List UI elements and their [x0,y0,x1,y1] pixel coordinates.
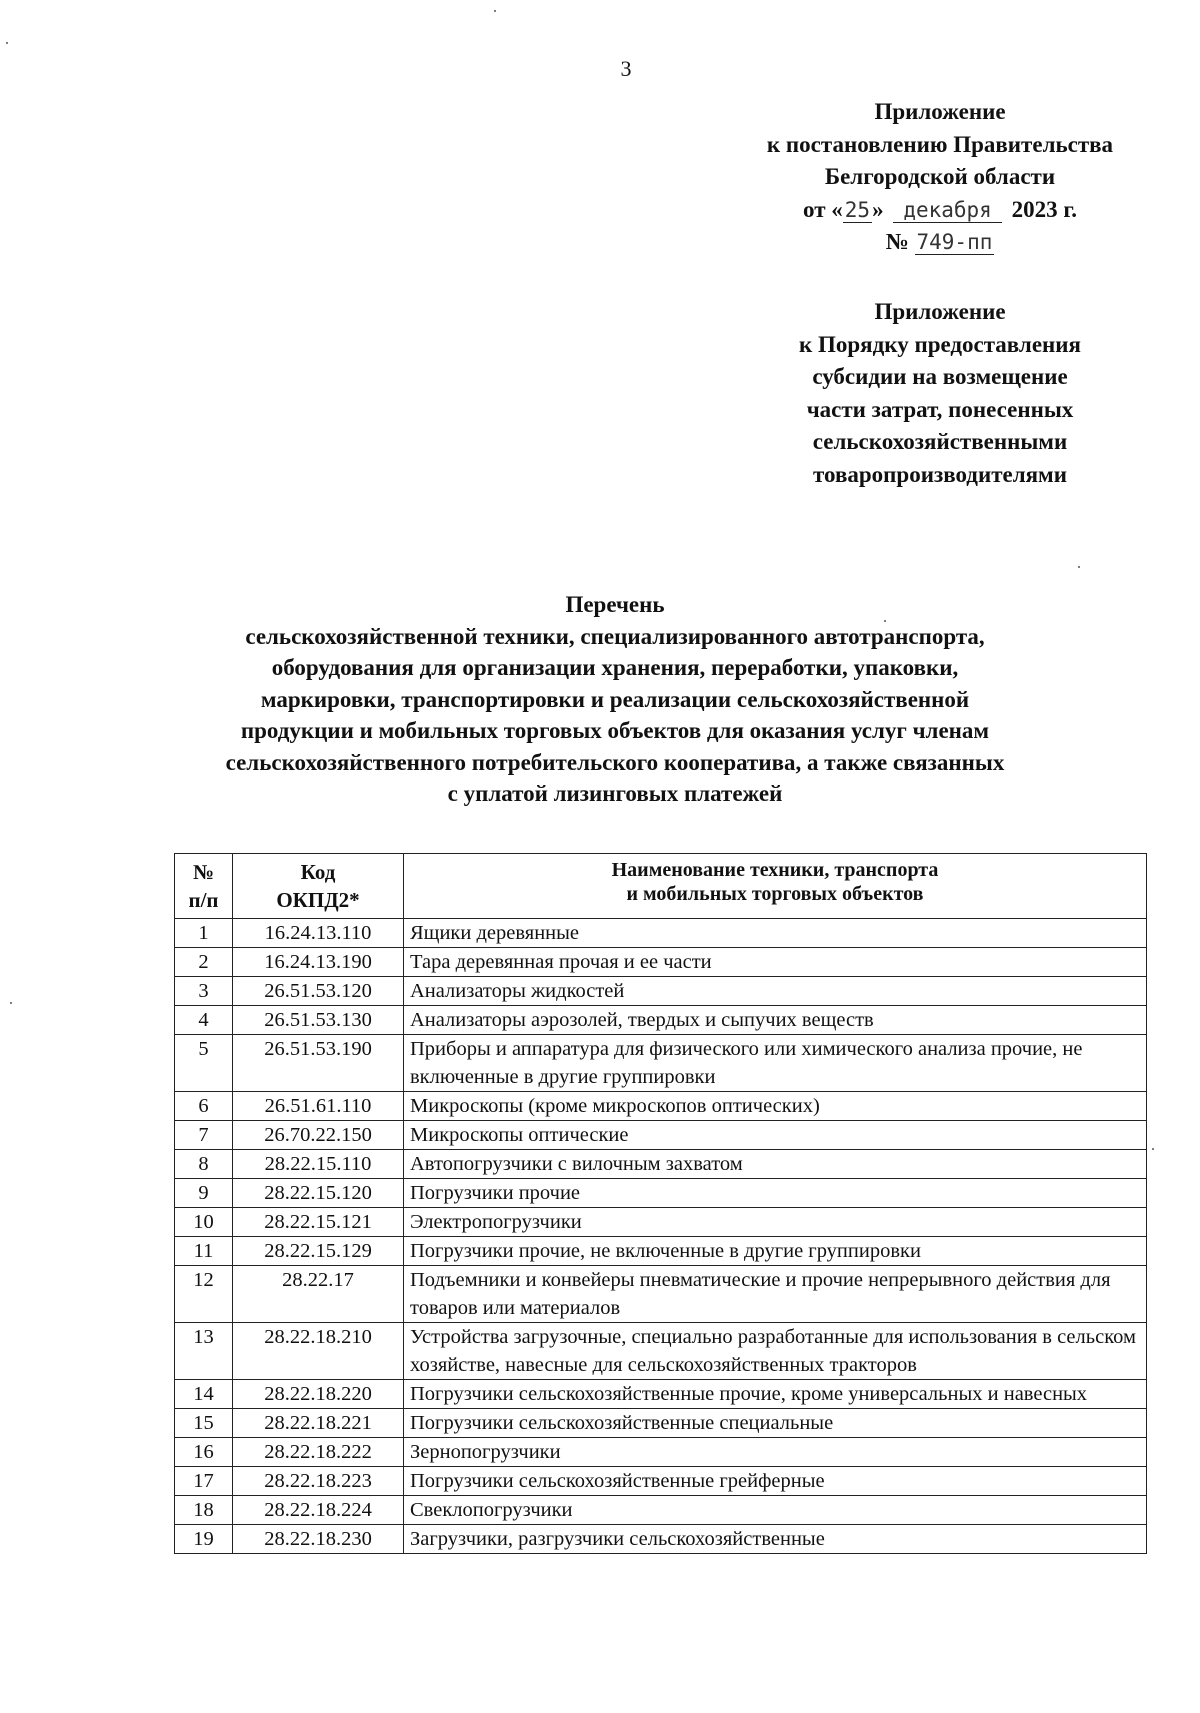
number-prefix: № [885,229,909,255]
row-number: 4 [175,1006,233,1035]
table-row [175,1525,1147,1554]
row-name: Анализаторы аэрозолей, твердых и сыпучих веществ [404,1006,1147,1035]
procedure-header [720,296,1160,492]
page-number: 3 [620,56,632,81]
row-code: 28.22.15.129 [233,1237,404,1266]
row-name: Анализаторы жидкостей [404,977,1147,1006]
row-number: 1 [175,919,233,948]
row-code: 28.22.18.230 [233,1525,404,1554]
row-code: 26.51.53.130 [233,1006,404,1035]
procedure-title: Приложение [874,299,1006,324]
row-name: Погрузчики прочие [404,1179,1147,1208]
row-name: Автопогрузчики с вилочным захватом [404,1150,1147,1179]
table-header-row [175,854,1147,919]
header-num [175,854,233,919]
row-number: 15 [175,1409,233,1438]
table-body [175,919,1147,1554]
table-row [175,1035,1147,1092]
row-name: Микроскопы оптические [404,1121,1147,1150]
scan-speck [1078,566,1080,568]
header-code-line: Код [300,860,336,884]
procedure-line: сельскохозяйственными [812,429,1068,455]
row-code: 28.22.15.121 [233,1208,404,1237]
row-number: 11 [175,1237,233,1266]
appendix-title: Приложение [874,99,1006,124]
row-number: 8 [175,1150,233,1179]
table-row [175,1323,1147,1380]
title-line: маркировки, транспортировки и реализации сельскохозяйственной [260,686,970,712]
scan-speck [1152,1148,1154,1150]
row-code: 28.22.17 [233,1266,404,1323]
title-line: оборудования для организации хранения, переработки, упаковки, [271,655,959,680]
document-title [130,589,1100,810]
table-row [175,1092,1147,1121]
row-code: 26.70.22.150 [233,1121,404,1150]
procedure-line: товаропроизводителями [813,461,1067,487]
table-row [175,948,1147,977]
procedure-line: субсидии на возмещение [812,364,1068,390]
table-row [175,1467,1147,1496]
date-month: декабря [893,198,1002,223]
table-row [175,1266,1147,1323]
row-number: 10 [175,1208,233,1237]
title-heading: Перечень [565,592,665,617]
table-row [175,1208,1147,1237]
title-line: продукции и мобильных торговых объектов для оказания услуг членам [240,718,990,743]
table-row [175,1380,1147,1409]
row-code: 26.51.61.110 [233,1092,404,1121]
row-number: 14 [175,1380,233,1409]
number-value: 749-пп [916,230,993,255]
row-number: 6 [175,1092,233,1121]
row-code: 28.22.15.110 [233,1150,404,1179]
row-number: 7 [175,1121,233,1150]
appendix-number [720,226,1160,259]
row-code: 28.22.18.210 [233,1323,404,1380]
header-name-line: Наименование техники, транспорта [611,859,939,881]
procedure-line: к Порядку предоставления [799,331,1081,357]
header-code [233,854,404,919]
row-number: 3 [175,977,233,1006]
title-line: сельскохозяйственного потребительского кооператива, а также связанных [225,749,1005,775]
scan-speck [6,42,8,44]
appendix-date [720,194,1160,227]
row-name: Погрузчики сельскохозяйственные грейферные [404,1467,1147,1496]
row-number: 17 [175,1467,233,1496]
title-line: с уплатой лизинговых платежей [447,781,783,806]
row-name: Подъемники и конвейеры пневматические и прочие непрерывного действия для товаров или материалов [404,1266,1147,1323]
procedure-line: части затрат, понесенных [806,396,1074,422]
row-name: Устройства загрузочные, специально разработанные для использования в сельском хозяйстве, навесные для сельскохозяйственных тракторов [404,1323,1147,1380]
row-code: 28.22.18.222 [233,1438,404,1467]
row-code: 26.51.53.120 [233,977,404,1006]
row-name: Микроскопы (кроме микроскопов оптических) [404,1092,1147,1121]
header-num-line: п/п [188,888,219,912]
table-row [175,1438,1147,1467]
appendix-line-1: к постановлению Правительства [766,131,1114,157]
appendix-header [720,96,1160,259]
row-name: Электропогрузчики [404,1208,1147,1237]
row-number: 19 [175,1525,233,1554]
table-row [175,1237,1147,1266]
table-row [175,1496,1147,1525]
row-name: Зернопогрузчики [404,1438,1147,1467]
title-line: сельскохозяйственной техники, специализированного автотранспорта, [245,623,985,649]
header-code-line: ОКПД2* [276,888,360,912]
row-code: 16.24.13.110 [233,919,404,948]
table-row [175,1409,1147,1438]
row-name: Ящики деревянные [404,919,1147,948]
row-number: 12 [175,1266,233,1323]
row-name: Свеклопогрузчики [404,1496,1147,1525]
row-number: 5 [175,1035,233,1092]
row-number: 2 [175,948,233,977]
row-code: 16.24.13.190 [233,948,404,977]
scan-speck [494,10,496,12]
row-code: 28.22.15.120 [233,1179,404,1208]
equipment-table [174,853,1147,1554]
scan-speck [10,1002,12,1004]
row-number: 16 [175,1438,233,1467]
row-name: Погрузчики сельскохозяйственные прочие, кроме универсальных и навесных [404,1380,1147,1409]
row-code: 28.22.18.224 [233,1496,404,1525]
row-number: 9 [175,1179,233,1208]
header-name [404,854,1147,919]
header-name-line: и мобильных торговых объектов [626,883,924,905]
row-name: Приборы и аппаратура для физического или химического анализа прочие, не включенные в другие группировки [404,1035,1147,1092]
row-name: Погрузчики прочие, не включенные в другие группировки [404,1237,1147,1266]
row-number: 13 [175,1323,233,1380]
table-row [175,919,1147,948]
scan-speck [884,620,886,622]
date-prefix: от « [803,196,843,222]
row-code: 28.22.18.220 [233,1380,404,1409]
row-name: Загрузчики, разгрузчики сельскохозяйственные [404,1525,1147,1554]
row-name: Погрузчики сельскохозяйственные специальные [404,1409,1147,1438]
row-code: 28.22.18.223 [233,1467,404,1496]
row-code: 26.51.53.190 [233,1035,404,1092]
table-row [175,977,1147,1006]
row-number: 18 [175,1496,233,1525]
date-mid: » [872,196,884,222]
date-day: 25 [844,197,871,222]
header-num-line: № [192,860,215,884]
date-year: 2023 г. [1011,196,1077,222]
table-row [175,1006,1147,1035]
row-name: Тара деревянная прочая и ее части [404,948,1147,977]
table-row [175,1121,1147,1150]
table-row [175,1150,1147,1179]
row-code: 28.22.18.221 [233,1409,404,1438]
appendix-line-2: Белгородской области [824,164,1056,190]
table-row [175,1179,1147,1208]
